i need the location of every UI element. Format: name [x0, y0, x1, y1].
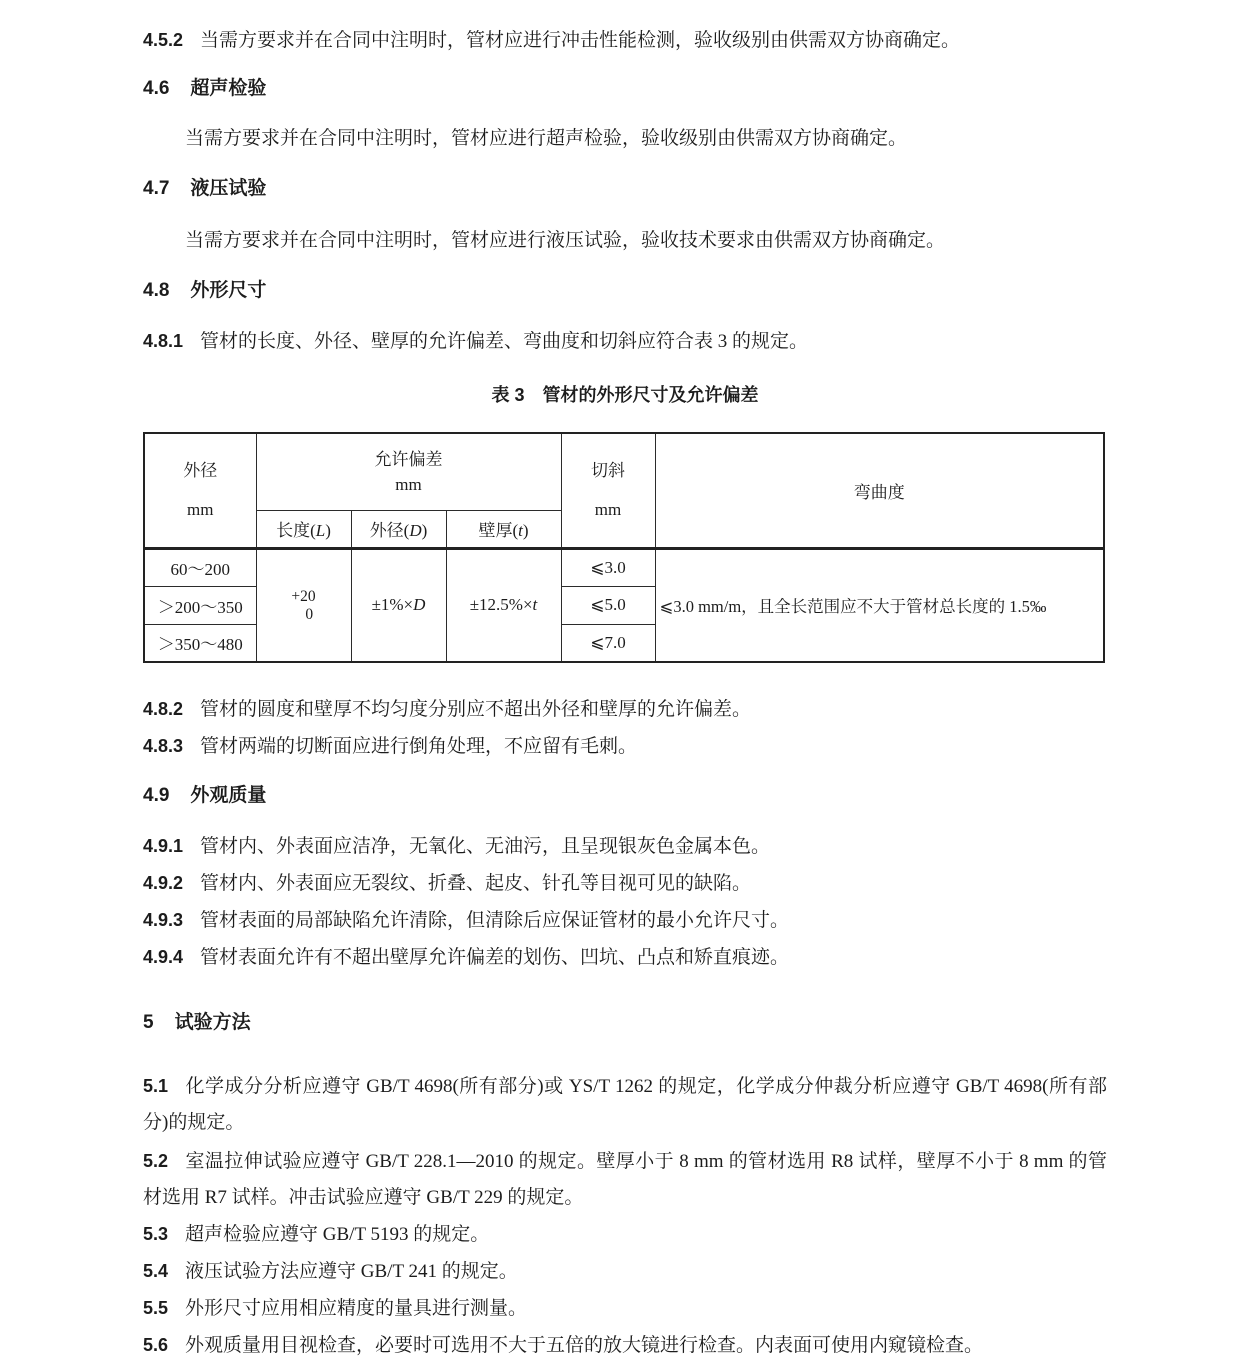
paragraph-4-6: 当需方要求并在合同中注明时，管材应进行超声检验，验收级别由供需双方协商确定。: [185, 128, 908, 149]
cell-bend: ⩽3.0 mm/m，且全长范围应不大于管材总长度的 1.5‰: [655, 548, 1104, 662]
clause-text: 化学成分分析应遵守 GB/T 4698(所有部分)或 YS/T 1262 的规定，化学成分仲裁分析应遵守 GB/T 4698(所有部分)的规定。: [143, 1076, 1107, 1133]
heading-title: 外观质量: [190, 785, 267, 806]
table-subheader-outer-diameter: [351, 510, 446, 548]
clause-5-5: [143, 1290, 1107, 1327]
heading-number: 4.6: [143, 78, 170, 99]
heading-title: 试验方法: [174, 1012, 251, 1033]
clause-text: 超声检验应遵守 GB/T 5193 的规定。: [185, 1224, 490, 1245]
clause-4-8-1: [143, 323, 1107, 360]
clause-text: 外观质量用目视检查，必要时可选用不大于五倍的放大镜进行检查。内表面可使用内窥镜检查。: [185, 1335, 984, 1356]
clause-4-9-1: [143, 828, 1107, 865]
standard-document-page: [0, 22, 1240, 1363]
table-3: [143, 432, 1105, 663]
heading-number: 4.8: [143, 280, 170, 301]
label-part: 壁厚(: [478, 521, 519, 540]
clause-number: 4.9.1: [143, 836, 184, 856]
value-part: ±1%×: [371, 595, 414, 615]
header-unit: mm: [187, 500, 214, 520]
table-subheader-length: [256, 510, 351, 548]
clause-number: 5.4: [143, 1261, 169, 1281]
clause-text: 外形尺寸应用相应精度的量具进行测量。: [185, 1298, 528, 1319]
header-unit: mm: [594, 500, 622, 520]
variable-symbol: t: [532, 595, 538, 615]
cell-od-tolerance: [351, 548, 446, 662]
table-header-outer-diameter: [144, 433, 256, 548]
clause-4-9-4: [143, 939, 1107, 976]
table-3-caption: [143, 377, 1107, 413]
clause-number: 5.3: [143, 1224, 169, 1244]
heading-4-7: [143, 171, 1107, 207]
clause-number: 4.9.4: [143, 947, 184, 967]
clause-text: 管材表面的局部缺陷允许清除，但清除后应保证管材的最小允许尺寸。: [200, 910, 790, 931]
table-caption-label: 表 3: [491, 385, 525, 405]
clause-text: 液压试验方法应遵守 GB/T 241 的规定。: [185, 1261, 518, 1282]
clause-number: 5.2: [143, 1151, 169, 1171]
clause-4-9-3: [143, 902, 1107, 939]
paragraph-4-7: 当需方要求并在合同中注明时，管材应进行液压试验，验收技术要求由供需双方协商确定。: [185, 230, 946, 251]
clause-5-6: [143, 1327, 1107, 1364]
clause-number: 4.8.1: [143, 331, 184, 351]
clause-number: 4.9.3: [143, 910, 184, 930]
clause-4-8-3: [143, 728, 1107, 765]
clause-number: 4.9.2: [143, 873, 184, 893]
cell-length-tolerance: [256, 548, 351, 662]
clause-4-9-2: [143, 865, 1107, 902]
heading-title: 超声检验: [190, 78, 267, 99]
variable-symbol: D: [413, 595, 426, 615]
variable-symbol: L: [315, 521, 326, 540]
cell-cut-slant: ⩽7.0: [561, 624, 655, 662]
clause-number: 5.1: [143, 1076, 169, 1096]
variable-symbol: D: [409, 521, 422, 540]
heading-number: 4.7: [143, 178, 170, 199]
header-unit: mm: [395, 474, 422, 494]
table-caption-title: 管材的外形尺寸及允许偏差: [542, 385, 759, 405]
tolerance-lower: 0: [305, 606, 314, 624]
tolerance-upper: +20: [291, 588, 316, 606]
label-part: ): [421, 521, 428, 540]
label-part: ): [325, 521, 331, 540]
clause-5-3: [143, 1216, 1107, 1253]
heading-5: [143, 1005, 1107, 1041]
clause-5-1: [143, 1068, 1107, 1141]
heading-number: 5: [143, 1012, 154, 1033]
clause-text: 管材的长度、外径、壁厚的允许偏差、弯曲度和切斜应符合表 3 的规定。: [200, 331, 809, 352]
cell-od-range: 60～200: [144, 548, 256, 586]
clause-number: 5.5: [143, 1298, 169, 1318]
clause-text: 室温拉伸试验应遵守 GB/T 228.1—2010 的规定。壁厚小于 8 mm 的管材选用 R8 试样，壁厚不小于 8 mm 的管材选用 R7 试样。冲击试验应遵守 GB/T 229 的规定。: [143, 1151, 1107, 1208]
header-line: 外径: [183, 461, 218, 481]
variable-symbol: t: [518, 521, 523, 540]
header-line: 允许偏差: [374, 449, 443, 469]
clause-text: 管材内、外表面应洁净，无氧化、无油污，且呈现银灰色金属本色。: [200, 836, 771, 857]
clause-text: 管材的圆度和壁厚不均匀度分别应不超出外径和壁厚的允许偏差。: [200, 699, 752, 720]
table-row: [144, 548, 1104, 586]
heading-number: 4.9: [143, 785, 170, 806]
cell-od-range: ＞350～480: [144, 624, 256, 662]
label-part: ): [522, 521, 529, 540]
heading-title: 液压试验: [190, 178, 267, 199]
value-part: ±12.5%×: [469, 595, 533, 615]
heading-4-6: [143, 71, 1107, 107]
clause-4-5-2: [143, 22, 1107, 59]
table-subheader-wall-thickness: [446, 510, 561, 548]
cell-cut-slant: ⩽3.0: [561, 548, 655, 586]
heading-4-8: [143, 273, 1107, 309]
heading-4-9: [143, 778, 1107, 814]
clause-4-8-2: [143, 691, 1107, 728]
cell-od-range: ＞200～350: [144, 586, 256, 624]
clause-5-2: [143, 1143, 1107, 1216]
label-part: 长度(: [276, 521, 316, 540]
table-header-tolerance: [256, 433, 561, 510]
clause-text: 管材两端的切断面应进行倒角处理，不应留有毛刺。: [200, 736, 638, 757]
label-part: 外径(: [369, 521, 410, 540]
clause-number: 4.8.2: [143, 699, 184, 719]
heading-title: 外形尺寸: [190, 280, 267, 301]
clause-text: 当需方要求并在合同中注明时，管材应进行冲击性能检测，验收级别由供需双方协商确定。: [200, 30, 961, 51]
cell-cut-slant: ⩽5.0: [561, 586, 655, 624]
table-header-cut-slant: [561, 433, 655, 548]
table-header-bend: 弯曲度: [655, 433, 1104, 548]
header-line: 切斜: [591, 461, 625, 481]
clause-number: 5.6: [143, 1335, 169, 1355]
clause-text: 管材内、外表面应无裂纹、折叠、起皮、针孔等目视可见的缺陷。: [200, 873, 752, 894]
tolerance-stack: [291, 588, 315, 624]
clause-5-4: [143, 1253, 1107, 1290]
clause-text: 管材表面允许有不超出壁厚允许偏差的划伤、凹坑、凸点和矫直痕迹。: [200, 947, 790, 968]
clause-number: 4.8.3: [143, 736, 184, 756]
cell-wall-tolerance: [446, 548, 561, 662]
clause-number: 4.5.2: [143, 30, 184, 50]
